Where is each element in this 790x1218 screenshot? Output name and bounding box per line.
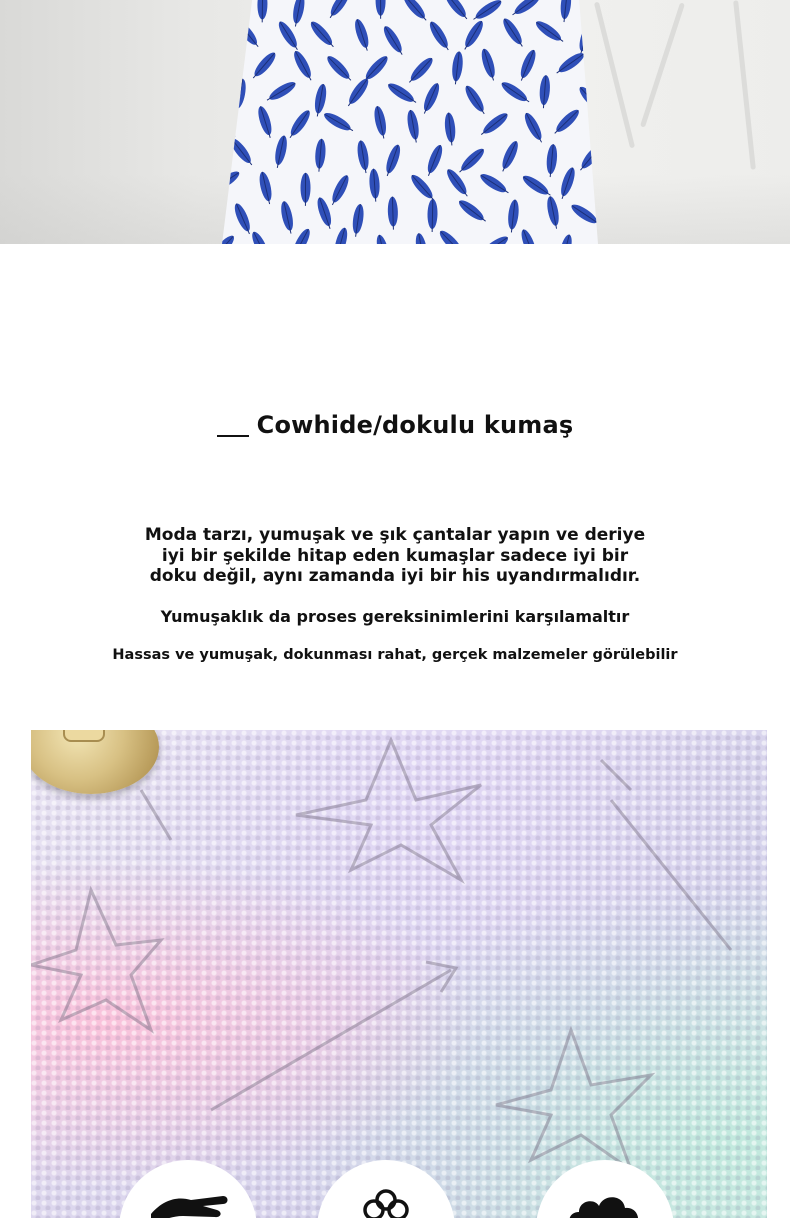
description-line: Moda tarzı, yumuşak ve şık çantalar yapın ve deriye bbox=[144, 525, 646, 545]
chair-leg bbox=[594, 2, 635, 149]
cloud-icon bbox=[565, 1186, 645, 1218]
clasp-center bbox=[63, 730, 105, 742]
leather-texture-photo bbox=[31, 730, 767, 1218]
section-heading bbox=[0, 405, 790, 445]
dress-photo bbox=[0, 0, 790, 244]
chair-leg bbox=[733, 0, 756, 170]
description bbox=[0, 525, 790, 587]
section-title: Cowhide/dokulu kumaş bbox=[256, 411, 574, 439]
description-line: doku değil, aynı zamanda iyi bir his uyandırmalıdır. bbox=[149, 566, 641, 586]
caption: Hassas ve yumuşak, dokunması rahat, gerçek malzemeler görülebilir bbox=[112, 647, 678, 663]
chair-leg bbox=[640, 2, 685, 127]
soft-cotton-icon bbox=[356, 1186, 416, 1218]
heading-underline-dash bbox=[217, 435, 249, 437]
embossed-pattern bbox=[31, 730, 767, 1218]
subtitle: Yumuşaklık da proses gereksinimlerini karşılamaltır bbox=[160, 607, 630, 626]
hand-touch-icon bbox=[143, 1186, 233, 1218]
description-line: iyi bir şekilde hitap eden kumaşlar sadece iyi bir bbox=[161, 545, 629, 566]
feather-print-dress bbox=[222, 0, 598, 244]
